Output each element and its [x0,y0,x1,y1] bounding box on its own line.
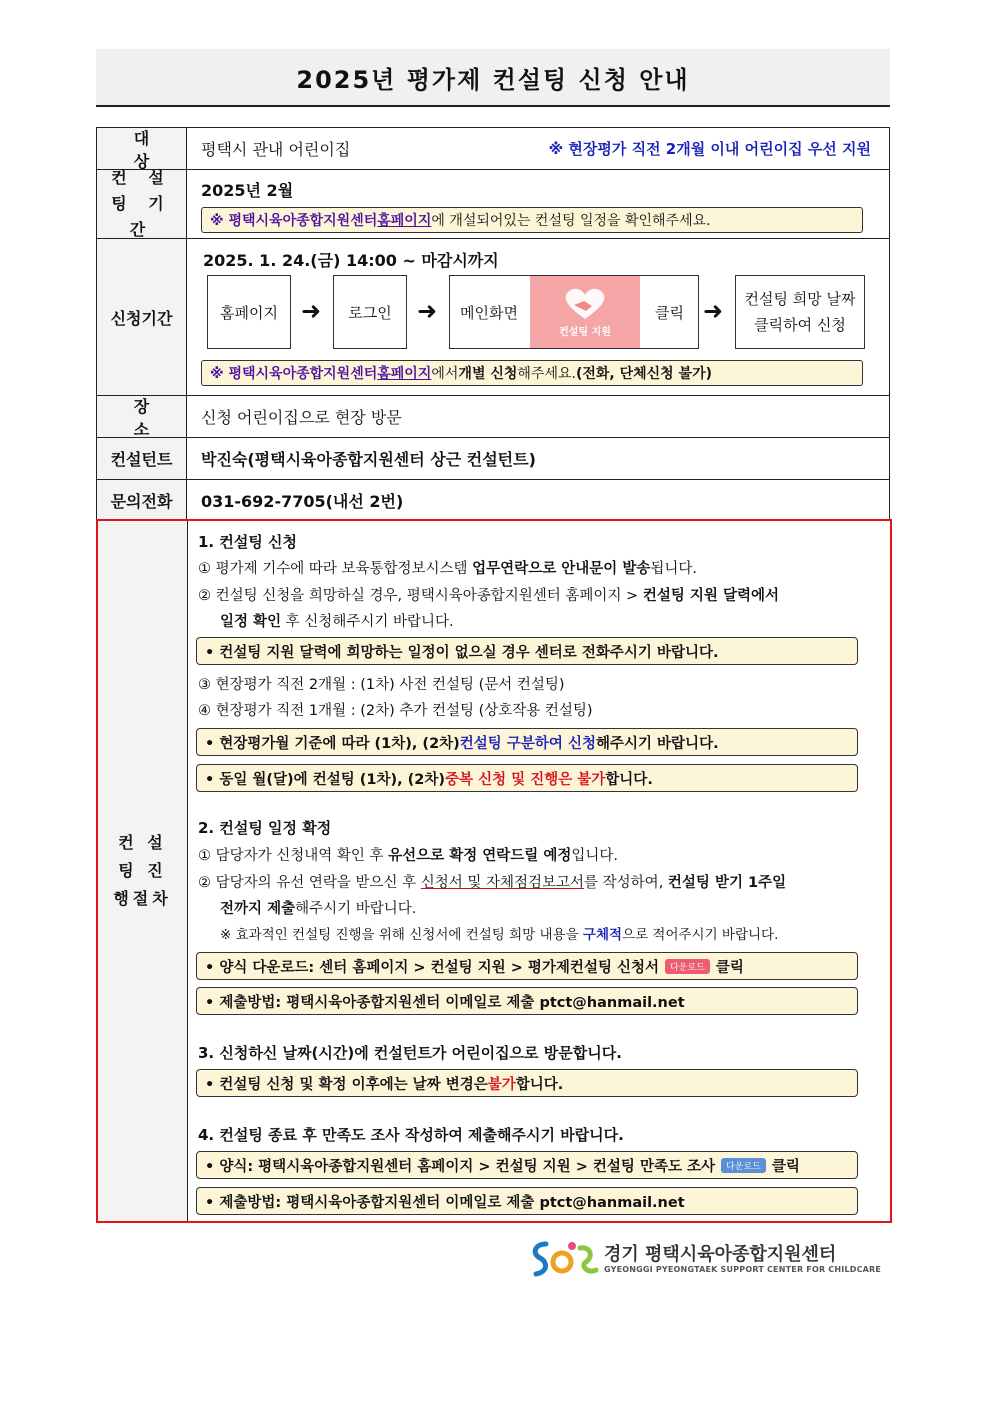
step-main: 메인화면 컨설팅 지원 클릭 [449,275,699,349]
s1-line-1: ① 평가제 기수에 따라 보육통합정보시스템 업무연락으로 안내문이 발송됩니다. [198,561,697,577]
s1-line-4: ④ 현장평가 직전 1개월 : (2차) 추가 컨설팅 (상호작용 컨설팅) [198,703,593,719]
target-row [96,127,890,170]
center-name: 경기 평택시육아종합지원센터 [604,1244,837,1265]
handshake-heart-icon [562,287,608,321]
place-value: 신청 어린이집으로 현장 방문 [201,408,402,427]
center-logo [528,1238,888,1280]
period-row [96,169,890,239]
phone-label: 문의전화 [97,480,187,520]
apply-note: ※ 평택시육아종합지원센터 홈페이지 에서 개별 신청 해주세요. (전화, 단체신청 불가) [201,360,863,386]
s1-notice-3: • 동일 월(달)에 컨설팅 (1차), (2차) 중복 신청 및 진행은 불가 합니다. [196,764,858,792]
homepage-link[interactable]: 홈페이지 [377,213,432,229]
arrow-icon: ➜ [417,297,438,325]
step-login: 로그인 [333,275,407,349]
logo-icon [528,1238,600,1280]
step-homepage: 홈페이지 [207,275,291,349]
s1-line-2b: 일정 확인 후 신청해주시기 바랍니다. [220,614,454,630]
s4-submit-method: • 제출방법: 평택시육아종합지원센터 이메일로 제출 ptct@hanmail.net [196,1187,858,1215]
s2-line-3: ※ 효과적인 컨설팅 진행을 위해 신청서에 컨설팅 희망 내용을 구체적으로 적어주시기 바랍니다. [220,927,779,943]
place-row [96,395,890,438]
homepage-link[interactable]: 홈페이지 [377,366,432,382]
section-2-title: 2. 컨설팅 일정 확정 [198,819,332,837]
phone-value: 031-692-7705(내선 2번) [201,491,404,511]
s1-notice-2: • 현장평가월 기준에 따라 (1차), (2차) 컨설팅 구분하여 신청 해주시기 바랍니다. [196,728,858,756]
s1-line-3: ③ 현장평가 직전 2개월 : (1차) 사전 컨설팅 (문서 컨설팅) [198,677,565,693]
consultant-value: 박진숙(평택시육아종합지원센터 상근 컨설턴트) [201,450,536,469]
page-title: 2025년 평가제 컨설팅 신청 안내 [96,49,890,107]
target-content [187,128,889,169]
s3-notice: • 컨설팅 신청 및 확정 이후에는 날짜 변경은 불가 합니다. [196,1069,858,1097]
period-content [187,170,889,238]
s2-line-2: ② 담당자의 유선 연락을 받으신 후 신청서 및 자체점검보고서를 작성하여, 컨설팅 받기 1주일 [198,875,787,891]
period-label: 컨 설 팅 기 간 [97,170,187,238]
procedure-body [188,521,890,1221]
section-3-title: 3. 신청하신 날짜(시간)에 컨설턴트가 어린이집으로 방문합니다. [198,1044,622,1062]
apply-label: 신청기간 [97,239,187,395]
procedure-label: 컨 설 팅 진행절차 [98,521,188,1221]
apply-date: 2025. 1. 24.(금) 14:00 ~ 마감시까지 [203,251,499,270]
s2-line-2b: 전까지 제출해주시기 바랍니다. [220,901,417,917]
procedure-section [96,519,892,1223]
s1-line-2: ② 컨설팅 신청을 희망하실 경우, 평택시육아종합지원센터 홈페이지 > 컨설팅 지원 달력에서 [198,588,779,604]
s2-submit-method: • 제출방법: 평택시육아종합지원센터 이메일로 제출 ptct@hanmail.net [196,987,858,1015]
s2-download-form: • 양식 다운로드: 센터 홈페이지 > 컨설팅 지원 > 평가제컨설팅 신청서 다운로드 클릭 [196,952,858,980]
section-1-title: 1. 컨설팅 신청 [198,533,298,551]
download-button[interactable]: 다운로드 [665,959,710,974]
consultant-row [96,437,890,480]
target-value: 평택시 관내 어린이집 [201,140,351,159]
place-label: 장 소 [97,396,187,437]
apply-row [96,238,890,396]
consulting-banner [530,276,640,348]
section-4-title: 4. 컨설팅 종료 후 만족도 조사 작성하여 제출해주시기 바랍니다. [198,1126,624,1144]
arrow-icon: ➜ [703,297,724,325]
s4-download-form: • 양식: 평택시육아종합지원센터 홈페이지 > 컨설팅 지원 > 컨설팅 만족도 조사 다운로드 클릭 [196,1151,858,1179]
center-name-en: GYEONGGI PYEONGTAEK SUPPORT CENTER FOR CHILDCARE [604,1265,882,1274]
s1-notice-1: • 컨설팅 지원 달력에 희망하는 일정이 없으실 경우 센터로 전화주시기 바랍니다. [196,637,858,665]
consultant-label: 컨설턴트 [97,438,187,479]
arrow-icon: ➜ [301,297,322,325]
target-label: 대 상 [97,128,187,169]
download-button[interactable]: 다운로드 [721,1158,766,1173]
s2-line-1: ① 담당자가 신청내역 확인 후 유선으로 확정 연락드릴 예정입니다. [198,848,618,864]
phone-row [96,479,890,521]
period-note: ※ 평택시육아종합지원센터 홈페이지 에 개설되어있는 컨설팅 일정을 확인해주세요. [201,207,863,233]
banner-label: 컨설팅 지원 [559,326,611,338]
period-value: 2025년 2월 [201,181,294,200]
apply-content [187,239,889,395]
step-apply: 컨설팅 희망 날짜 클릭하여 신청 [735,275,865,349]
target-note: ※ 현장평가 직전 2개월 이내 어린이집 우선 지원 [548,140,871,158]
